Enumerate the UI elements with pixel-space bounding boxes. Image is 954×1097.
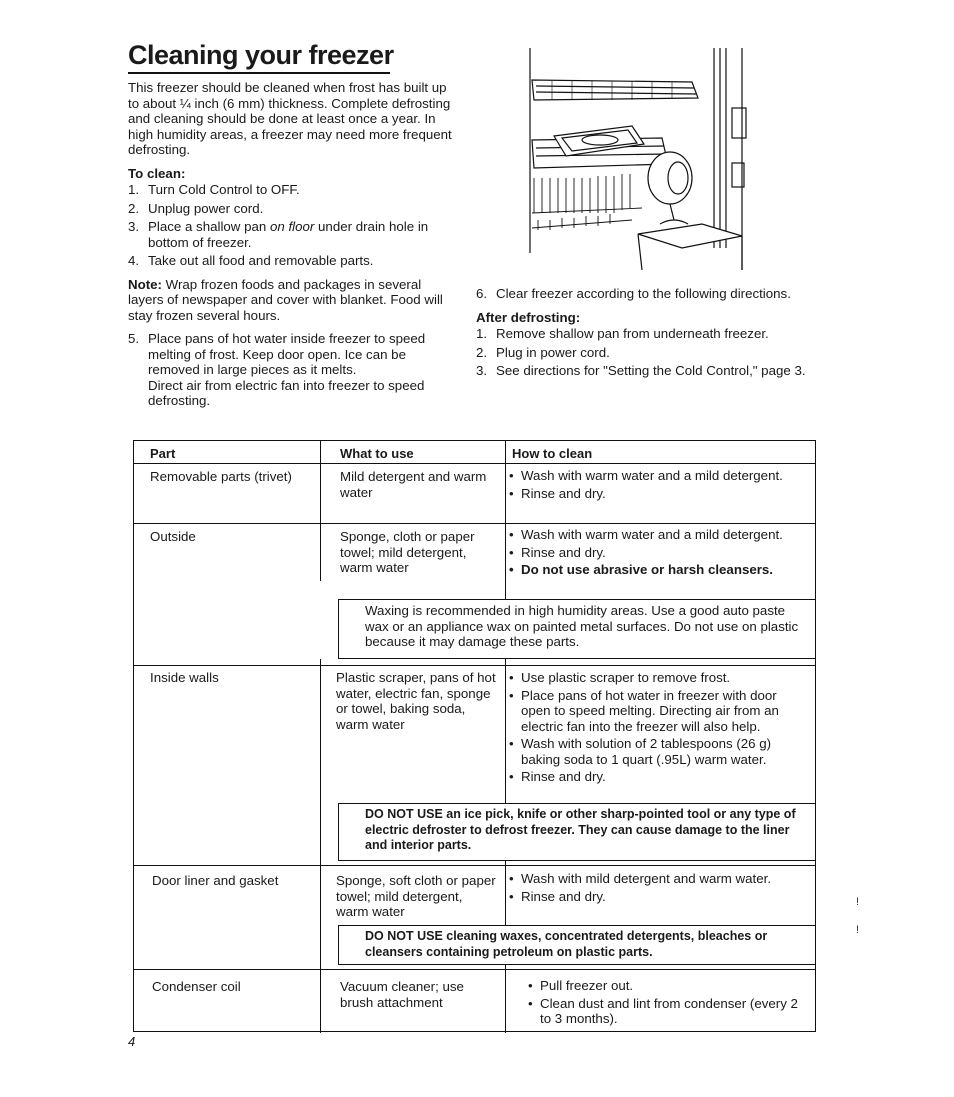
step-number: 3. — [128, 219, 140, 234]
to-clean-list — [128, 182, 460, 269]
step-number: 3. — [476, 363, 488, 378]
list-item — [476, 363, 808, 379]
part-inside-walls: Inside walls — [150, 670, 219, 685]
waxing-note-box: Waxing is recommended in high humidity areas. Use a good auto paste wax or an appliance wax on painted metal surfaces. Do not use on plastic because it may damage these parts. — [338, 599, 816, 659]
how-outside — [507, 527, 807, 580]
how-door-liner — [507, 871, 797, 906]
list-item: • Rinse and dry. — [507, 545, 807, 561]
column-divider — [320, 441, 321, 581]
step-number: 1. — [128, 182, 140, 197]
wax-warning-box: DO NOT USE cleaning waxes, concentrated detergents, bleaches or cleansers containing petroleum on plastic parts. — [338, 925, 816, 965]
list-item: • Pull freezer out. — [526, 978, 811, 994]
step-text: Clear freezer according to the following directions. — [496, 286, 791, 301]
margin-mark: ! — [856, 924, 860, 936]
after-defrosting-list — [476, 326, 808, 379]
step-text: Remove shallow pan from underneath freezer. — [496, 326, 769, 341]
list-item: • Wash with solution of 2 tablespoons (26 g) baking soda to 1 quart (.95L) warm water. — [507, 736, 807, 767]
how-removable — [507, 468, 797, 503]
step-number: 6. — [476, 286, 488, 301]
list-item — [476, 326, 808, 342]
step-6-list — [476, 286, 808, 302]
row-divider — [134, 523, 815, 524]
list-item — [476, 286, 808, 302]
page-title: Cleaning your freezer — [128, 40, 394, 70]
title-underline — [128, 72, 390, 74]
part-condenser: Condenser coil — [152, 979, 241, 994]
step-text: Unplug power cord. — [148, 200, 264, 216]
part-door-liner: Door liner and gasket — [152, 873, 279, 888]
how-inside-walls — [507, 670, 807, 787]
intro-paragraph: This freezer should be cleaned when frost has built up to about ¼ inch (6 mm) thickness. Complete defrosting and cleaning should be done at least once a year. In high humidity areas, a freezer may need more frequent defrosting. — [128, 80, 452, 157]
use-condenser: Vacuum cleaner; use brush attachment — [340, 979, 464, 1010]
column-divider — [505, 441, 506, 599]
how-condenser — [526, 978, 811, 1029]
step-text-part: under drain hole in bottom of freezer. — [148, 219, 429, 250]
step-text: Turn Cold Control to OFF. — [148, 182, 300, 197]
list-item: • Clean dust and lint from condenser (every 2 to 3 months). — [526, 996, 811, 1027]
list-item: • Rinse and dry. — [507, 486, 797, 502]
step-text-emphasis: on floor — [269, 219, 315, 234]
list-item: • Wash with warm water and a mild detergent. — [507, 468, 797, 484]
step-text-part: Place pans of hot water inside freezer to speed melting of frost. Keep door open. Ice can be removed in large pieces as it melts. — [148, 331, 426, 377]
use-removable: Mild detergent and warm water — [340, 469, 487, 500]
header-how-to-clean: How to clean — [512, 446, 593, 461]
list-item — [128, 253, 460, 269]
step-5-list — [128, 331, 460, 409]
row-divider — [134, 463, 815, 464]
list-item: • Place pans of hot water in freezer with door open to speed melting. Directing air from an electric fan into the freezer will also help. — [507, 688, 807, 735]
column-divider — [320, 659, 321, 1033]
list-item: • Do not use abrasive or harsh cleansers. — [507, 562, 807, 578]
step-text: Plug in power cord. — [496, 344, 610, 360]
use-outside: Sponge, cloth or paper towel; mild detergent, warm water — [340, 529, 475, 575]
step-number: 4. — [128, 253, 140, 268]
part-outside: Outside — [150, 529, 196, 544]
list-item — [128, 182, 460, 198]
left-column — [128, 80, 460, 412]
right-column — [476, 285, 808, 382]
step-text: See directions for "Setting the Cold Control," page 3. — [496, 363, 806, 378]
page-number: 4 — [128, 1034, 136, 1049]
header-what-to-use: What to use — [340, 446, 414, 461]
step-number: 2. — [476, 344, 488, 360]
part-removable: Removable parts (trivet) — [150, 469, 292, 484]
list-item: • Rinse and dry. — [507, 889, 797, 905]
step-text-part: Place a shallow pan — [148, 219, 270, 234]
row-divider — [134, 665, 815, 666]
step-text — [148, 331, 460, 409]
note-text: Wrap frozen foods and packages in several layers of newspaper and cover with blanket. Food will stay frozen several hours. — [128, 276, 443, 323]
note-label: Note: — [128, 276, 162, 292]
list-item — [128, 201, 460, 217]
freezer-fan-illustration — [492, 48, 792, 273]
cleaning-table — [133, 440, 816, 1032]
step-text — [148, 219, 460, 250]
header-part: Part — [150, 446, 176, 461]
use-door-liner: Sponge, soft cloth or paper towel; mild detergent, warm water — [336, 873, 496, 919]
list-item — [128, 331, 460, 409]
after-defrosting-heading: After defrosting: — [476, 309, 581, 325]
step-text-part: Direct air from electric fan into freezer to speed defrosting. — [148, 377, 425, 408]
ice-pick-warning-box: DO NOT USE an ice pick, knife or other sharp-pointed tool or any type of electric defroster to defrost freezer. They can cause damage to the liner and interior parts. — [338, 803, 816, 861]
step-number: 1. — [476, 326, 488, 341]
to-clean-heading: To clean: — [128, 165, 186, 181]
note-paragraph — [128, 277, 460, 324]
list-item: • Wash with mild detergent and warm water. — [507, 871, 797, 887]
margin-mark: ! — [856, 896, 860, 908]
list-item — [476, 345, 808, 361]
step-text: Take out all food and removable parts. — [148, 253, 374, 268]
row-divider — [134, 969, 815, 970]
list-item: • Use plastic scraper to remove frost. — [507, 670, 807, 686]
use-inside-walls: Plastic scraper, pans of hot water, electric fan, sponge or towel, baking soda, warm water — [336, 670, 496, 732]
step-number: 2. — [128, 200, 140, 216]
step-number: 5. — [128, 331, 140, 346]
list-item: • Rinse and dry. — [507, 769, 807, 785]
list-item: • Wash with warm water and a mild detergent. — [507, 527, 807, 543]
row-divider — [134, 865, 815, 866]
list-item — [128, 219, 460, 250]
